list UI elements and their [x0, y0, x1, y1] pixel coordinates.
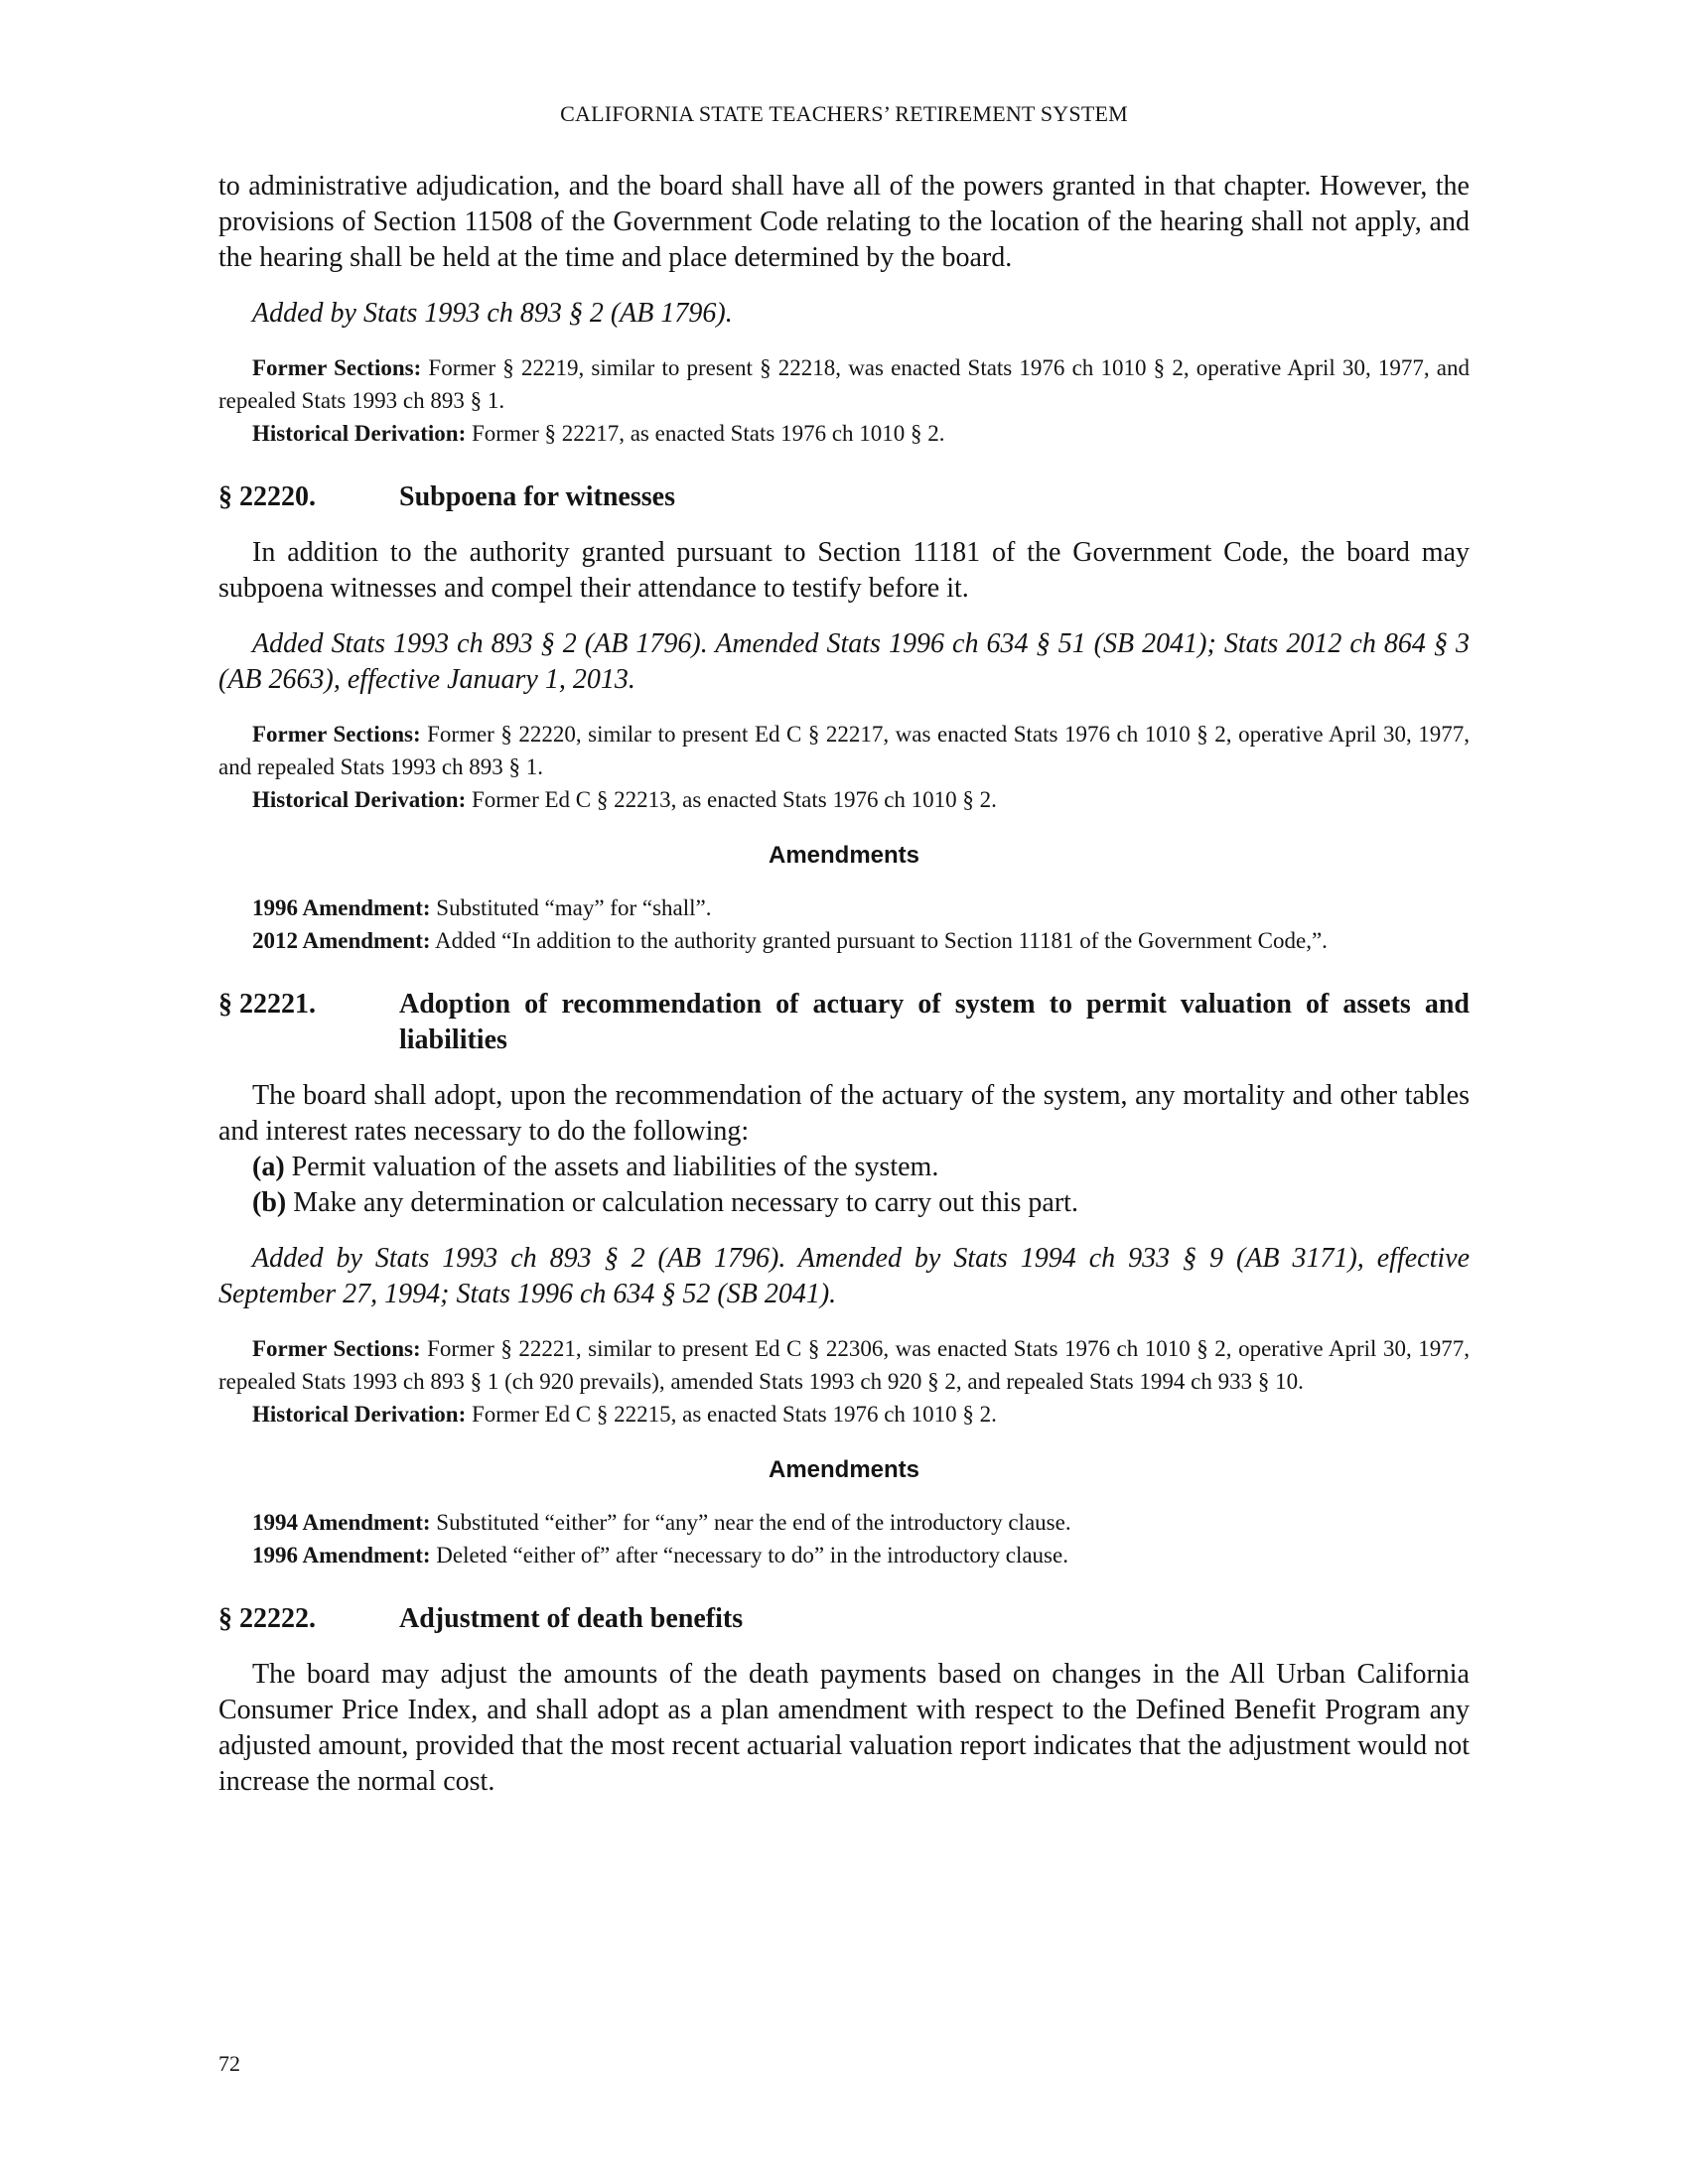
amendment-entry: [218, 1539, 1470, 1571]
intro-paragraph: to administrative adjudication, and the board shall have all of the powers granted in that chapter. However, the provisions of Section 11508 of the Government Code relating to the location of the hearing shall not apply, and the hearing shall be held at the time and place determined by the board.: [218, 171, 1470, 273]
historical-derivation-text: Former Ed C § 22215, as enacted Stats 1976 ch 1010 § 2.: [466, 1402, 997, 1427]
subsection-text: Permit valuation of the assets and liabilities of the system.: [284, 1152, 939, 1182]
intro-history-note: Added by Stats 1993 ch 893 § 2 (AB 1796).: [252, 298, 733, 329]
amendment-text: Substituted “either” for “any” near the end of the introductory clause.: [430, 1510, 1071, 1535]
amendment-label: 2012 Amendment:: [252, 928, 431, 953]
section-number: § 22222.: [218, 1603, 316, 1634]
former-sections-text: Former § 22221, similar to present Ed C § 22306, was enacted Stats 1976 ch 1010 § 2, operative April 30, 1977, repealed Stats 1993 ch 893 § 1 (ch 920 prevails), amended Stats 1993 ch 920 § 2, and repealed Stats 1994 ch 933 § 10.: [218, 1336, 1471, 1394]
section-22221-history: Added by Stats 1993 ch 893 § 2 (AB 1796). Amended by Stats 1994 ch 933 § 9 (AB 3171), effective September 27, 1994; Stats 1996 ch 634 § 52 (SB 2041).: [218, 1243, 1470, 1309]
section-22221-text: The board shall adopt, upon the recommendation of the actuary of the system, any mortality and other tables and interest rates necessary to do the following:: [218, 1080, 1470, 1147]
amendment-entry: [218, 891, 1470, 924]
page-body: [218, 169, 1470, 1800]
former-sections-text: Former § 22220, similar to present Ed C § 22217, was enacted Stats 1976 ch 1010 § 2, operative April 30, 1977, and repealed Stats 1993 ch 893 § 1.: [218, 722, 1471, 779]
section-22220-former-sections: [218, 718, 1470, 783]
section-22220-history: Added Stats 1993 ch 893 § 2 (AB 1796). Amended Stats 1996 ch 634 § 51 (SB 2041); Stats 2012 ch 864 § 3 (AB 2663), effective January 1, 2013.: [218, 628, 1470, 695]
subsection-label: (a): [252, 1152, 285, 1182]
section-22220-historical-derivation: [218, 783, 1470, 816]
section-22221-historical-derivation: [218, 1398, 1470, 1431]
historical-derivation-label: Historical Derivation:: [252, 1402, 467, 1427]
subsection-text: Make any determination or calculation necessary to carry out this part.: [286, 1187, 1078, 1218]
amendment-text: Deleted “either of” after “necessary to do” in the introductory clause.: [430, 1543, 1068, 1568]
section-title: Adjustment of death benefits: [399, 1603, 744, 1634]
section-heading-22220: [218, 479, 1470, 515]
former-sections-label: Former Sections:: [252, 355, 422, 380]
amendment-label: 1994 Amendment:: [252, 1510, 431, 1535]
intro-historical-derivation: [218, 417, 1470, 450]
section-heading-22221: [218, 987, 1470, 1058]
former-sections-text: Former § 22219, similar to present § 22218, was enacted Stats 1976 ch 1010 § 2, operative April 30, 1977, and repealed Stats 1993 ch 893 § 1.: [218, 355, 1470, 413]
subsection-label: (b): [252, 1187, 287, 1218]
amendment-text: Added “In addition to the authority granted pursuant to Section 11181 of the Government Code,”.: [430, 928, 1328, 953]
amendments-heading: Amendments: [768, 842, 920, 869]
amendments-heading: Amendments: [768, 1456, 920, 1483]
amendment-label: 1996 Amendment:: [252, 895, 431, 920]
amendment-entry: [218, 924, 1470, 957]
former-sections-label: Former Sections:: [252, 1336, 421, 1361]
historical-derivation-text: Former § 22217, as enacted Stats 1976 ch 1010 § 2.: [466, 421, 945, 446]
former-sections-label: Former Sections:: [252, 722, 421, 747]
page-number: 72: [218, 2051, 240, 2076]
intro-former-sections: [218, 351, 1470, 417]
section-22220-text: In addition to the authority granted pursuant to Section 11181 of the Government Code, the board may subpoena witnesses and compel their attendance to testify before it.: [218, 537, 1470, 604]
section-title: Subpoena for witnesses: [399, 481, 675, 512]
historical-derivation-label: Historical Derivation:: [252, 787, 467, 812]
running-head: CALIFORNIA STATE TEACHERS’ RETIREMENT SYSTEM: [560, 101, 1128, 126]
subsection-item: [218, 1185, 1470, 1221]
section-number: § 22220.: [218, 481, 316, 512]
historical-derivation-text: Former Ed C § 22213, as enacted Stats 1976 ch 1010 § 2.: [466, 787, 997, 812]
section-22222-text: The board may adjust the amounts of the death payments based on changes in the All Urban California Consumer Price Index, and shall adopt as a plan amendment with respect to the Defined Benefit Program any adjusted amount, provided that the most recent actuarial valuation report indicates that the adjustment would not increase the normal cost.: [218, 1659, 1470, 1797]
amendment-label: 1996 Amendment:: [252, 1543, 431, 1568]
historical-derivation-label: Historical Derivation:: [252, 421, 467, 446]
section-number: § 22221.: [218, 989, 316, 1020]
subsection-item: [218, 1150, 1470, 1185]
section-22221-former-sections: [218, 1332, 1470, 1398]
section-heading-22222: [218, 1601, 1470, 1637]
amendment-text: Substituted “may” for “shall”.: [430, 895, 712, 920]
amendment-entry: [218, 1506, 1470, 1539]
section-title: Adoption of recommendation of actuary of system to permit valuation of assets and liabilities: [399, 989, 1470, 1055]
